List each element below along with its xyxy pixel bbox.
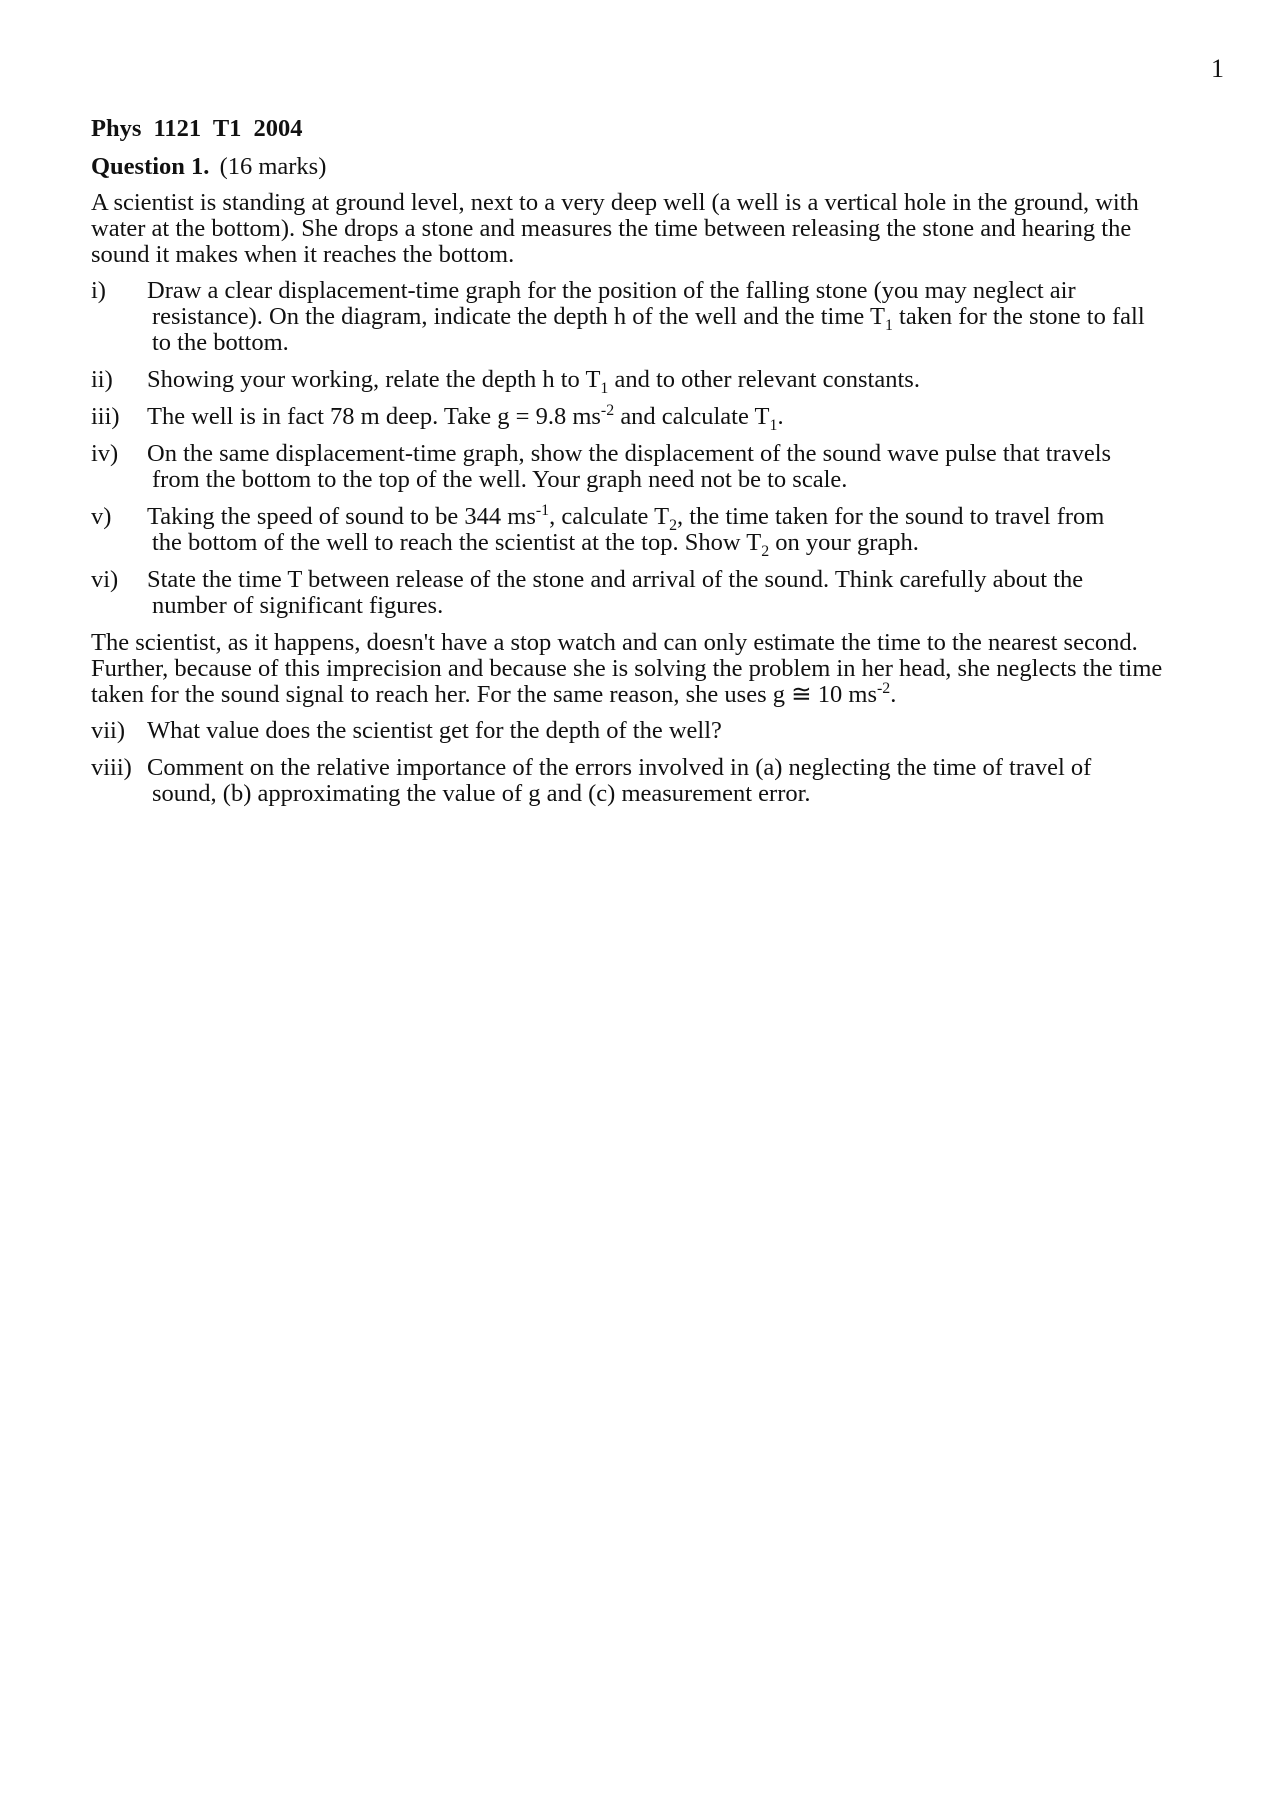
document-body [91,116,1191,818]
question-marks: (16 marks) [219,153,327,180]
part-text: On the same displacement-time graph, show the displacement of the sound wave pulse that travels from the bottom to the top of the well. Your graph need not be to scale. [147,440,1112,493]
part-text: What value does the scientist get for the depth of the well? [147,717,722,744]
part-ii [91,366,1191,397]
part-number: v) [91,503,112,530]
part-text: Comment on the relative importance of the errors involved in (a) neglecting the time of travel of sound, (b) approximating the value of g and (c) measurement error. [147,754,1092,807]
part-vii [91,718,1191,744]
part-text: Draw a clear displacement-time graph for the position of the falling stone (you may neglect air resistance). On the diagram, indicate the depth h of the well and the time $T_1$ taken for the stone to fall to the bottom. [147,277,1145,356]
part-number: vi) [91,566,119,593]
question-parts [91,278,1191,619]
part-text: Showing your working, relate the depth h to $T_1$ and to other relevant constants. [147,366,920,397]
part-text: The well is in fact 78 m deep. Take g = 9.8 $ms^{-2}$ and calculate $T_1$. [147,401,784,434]
part-number: ii) [91,366,113,393]
part-i [91,278,1191,356]
middle-paragraph: The scientist, as it happens, doesn't have a stop watch and can only estimate the time to the nearest second. Further, because of this imprecision and because she is solving the problem in her head, she neglects the time taken for the sound signal to reach her. For the same reason, she uses g ≅ 10 $ms^{-2}$. [91,629,1163,708]
part-iii [91,401,1191,434]
part-vi [91,567,1191,619]
part-text: Taking the speed of sound to be 344 $ms^{-1}$, calculate $T_2$, the time taken for the sound to travel from the bottom of the well to reach the scientist at the top. Show $T_2$ on your graph. [147,501,1105,560]
question-heading [91,154,1191,180]
part-text: State the time T between release of the stone and arrival of the sound. Think carefully about the number of significant figures. [147,566,1084,619]
intro-paragraph: A scientist is standing at ground level, next to a very deep well (a well is a vertical hole in the ground, with water at the bottom). She drops a stone and measures the time between releasing the stone and hearing the sound it makes when it reaches the bottom. [91,189,1139,268]
part-number: viii) [91,754,132,781]
course-title: Phys 1121 T1 2004 [91,115,303,142]
part-iv [91,441,1191,493]
question-label: Question 1. [91,153,210,180]
part-number: iv) [91,440,119,467]
part-v [91,501,1191,560]
part-number: i) [91,277,106,304]
part-number: vii) [91,717,126,744]
part-number: iii) [91,403,120,430]
question-parts-lower [91,718,1191,807]
page-number: 1 [1211,54,1224,83]
part-viii [91,755,1191,807]
